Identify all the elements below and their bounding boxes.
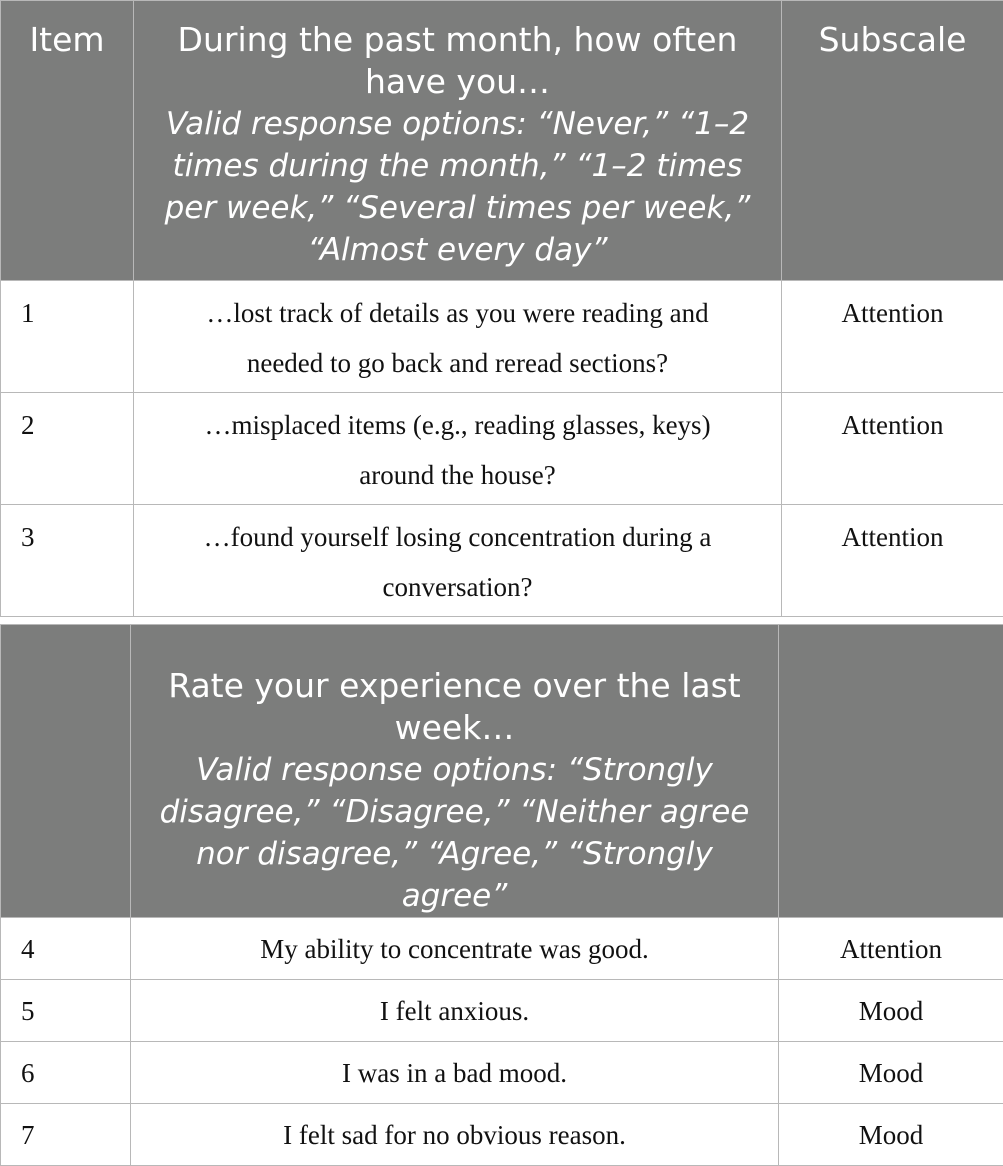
item-header-label: Item bbox=[1, 19, 133, 61]
item-number: 1 bbox=[1, 281, 134, 393]
item-number: 6 bbox=[1, 1042, 131, 1104]
item-text: …found yourself losing concentration during a conversation? bbox=[134, 505, 782, 617]
subscale-header-label: Subscale bbox=[782, 19, 1003, 61]
table-row bbox=[1, 1042, 1003, 1104]
question-stem: Rate your experience over the last week… bbox=[145, 665, 764, 749]
item-number: 3 bbox=[1, 505, 134, 617]
item-subscale: Attention bbox=[782, 505, 1003, 617]
subscale-column-header bbox=[779, 625, 1003, 918]
question-column-header bbox=[134, 1, 782, 281]
question-stem: During the past month, how often have you… bbox=[152, 19, 763, 103]
table-header-row bbox=[1, 1, 1003, 281]
item-text: I was in a bad mood. bbox=[131, 1042, 779, 1104]
item-subscale: Attention bbox=[782, 281, 1003, 393]
question-column-header bbox=[131, 625, 779, 918]
last-week-items-table bbox=[0, 624, 1003, 1166]
table-header-row bbox=[1, 625, 1003, 918]
table-row bbox=[1, 281, 1003, 393]
item-number: 5 bbox=[1, 980, 131, 1042]
item-text: …lost track of details as you were reading and needed to go back and reread sections? bbox=[134, 281, 782, 393]
table-row bbox=[1, 393, 1003, 505]
item-column-header bbox=[1, 1, 134, 281]
item-subscale: Attention bbox=[779, 918, 1003, 980]
table-row bbox=[1, 1104, 1003, 1166]
table-row bbox=[1, 980, 1003, 1042]
item-subscale: Attention bbox=[782, 393, 1003, 505]
item-text: I felt anxious. bbox=[131, 980, 779, 1042]
response-options-note: Valid response options: “Strongly disagree,” “Disagree,” “Neither agree nor disagree,” “Agree,” “Strongly agree” bbox=[145, 749, 764, 917]
table-row bbox=[1, 918, 1003, 980]
item-number: 4 bbox=[1, 918, 131, 980]
table-row bbox=[1, 505, 1003, 617]
response-options-note: Valid response options: “Never,” “1–2 times during the month,” “1–2 times per week,” “Several times per week,” “Almost every day” bbox=[152, 103, 763, 271]
item-column-header bbox=[1, 625, 131, 918]
item-subscale: Mood bbox=[779, 1042, 1003, 1104]
item-number: 2 bbox=[1, 393, 134, 505]
item-number: 7 bbox=[1, 1104, 131, 1166]
subscale-column-header bbox=[782, 1, 1003, 281]
item-subscale: Mood bbox=[779, 980, 1003, 1042]
item-text: My ability to concentrate was good. bbox=[131, 918, 779, 980]
item-text: …misplaced items (e.g., reading glasses, keys) around the house? bbox=[134, 393, 782, 505]
item-text: I felt sad for no obvious reason. bbox=[131, 1104, 779, 1166]
item-subscale: Mood bbox=[779, 1104, 1003, 1166]
